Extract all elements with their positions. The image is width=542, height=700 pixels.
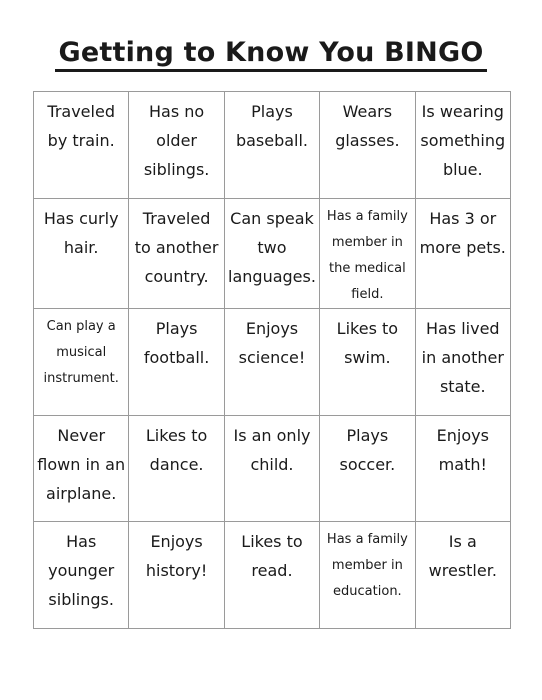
- bingo-row: [34, 198, 511, 308]
- bingo-square[interactable]: Has a family member in education.: [320, 522, 415, 629]
- bingo-row: [34, 522, 511, 629]
- bingo-square[interactable]: Is a wrestler.: [415, 522, 510, 629]
- page-title: [0, 36, 542, 72]
- bingo-square[interactable]: Likes to swim.: [320, 308, 415, 415]
- title-text: Getting to Know You BINGO: [55, 38, 488, 72]
- bingo-square[interactable]: Has younger siblings.: [34, 522, 129, 629]
- bingo-square[interactable]: Likes to dance.: [129, 415, 224, 522]
- bingo-row: [34, 308, 511, 415]
- bingo-row: [34, 92, 511, 199]
- bingo-square[interactable]: Traveled by train.: [34, 92, 129, 199]
- bingo-square[interactable]: Has curly hair.: [34, 198, 129, 308]
- bingo-square[interactable]: Has lived in another state.: [415, 308, 510, 415]
- bingo-square[interactable]: Never flown in an airplane.: [34, 415, 129, 522]
- bingo-square[interactable]: Enjoys history!: [129, 522, 224, 629]
- bingo-grid: [33, 91, 511, 629]
- bingo-square[interactable]: Is wearing something blue.: [415, 92, 510, 199]
- bingo-square[interactable]: Wears glasses.: [320, 92, 415, 199]
- bingo-row: [34, 415, 511, 522]
- bingo-square[interactable]: Has a family member in the medical field.: [320, 198, 415, 308]
- bingo-square[interactable]: Enjoys math!: [415, 415, 510, 522]
- bingo-square[interactable]: Enjoys science!: [224, 308, 319, 415]
- bingo-square[interactable]: Has 3 or more pets.: [415, 198, 510, 308]
- bingo-square[interactable]: Plays soccer.: [320, 415, 415, 522]
- bingo-square[interactable]: Can play a musical instrument.: [34, 308, 129, 415]
- bingo-square[interactable]: Traveled to another country.: [129, 198, 224, 308]
- bingo-square[interactable]: Has no older siblings.: [129, 92, 224, 199]
- bingo-square[interactable]: Can speak two languages.: [224, 198, 319, 308]
- bingo-square[interactable]: Plays football.: [129, 308, 224, 415]
- bingo-square[interactable]: Likes to read.: [224, 522, 319, 629]
- bingo-square[interactable]: Plays baseball.: [224, 92, 319, 199]
- bingo-square[interactable]: Is an only child.: [224, 415, 319, 522]
